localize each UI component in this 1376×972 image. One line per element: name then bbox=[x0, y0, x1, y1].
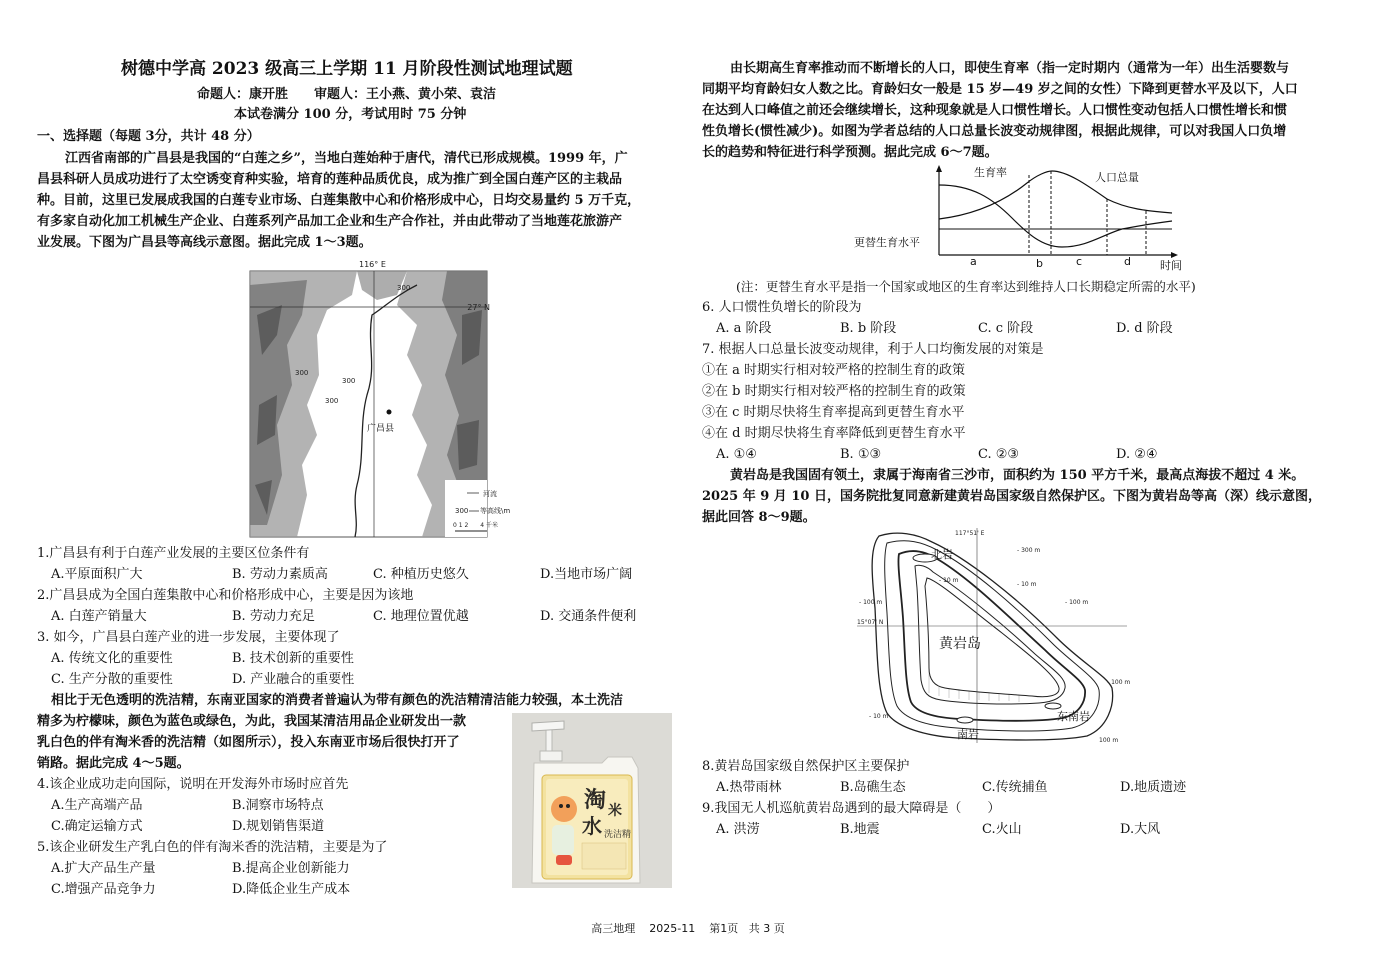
q1-option[interactable]: D.当地市场广阔 bbox=[540, 567, 633, 582]
depth-label: - 10 m bbox=[869, 713, 889, 720]
q9-option[interactable]: A. 洪涝 bbox=[716, 822, 760, 837]
contour-label: 300 bbox=[295, 369, 309, 377]
q4-option[interactable]: B.洞察市场特点 bbox=[232, 798, 324, 813]
detergent-bottle-svg bbox=[512, 713, 672, 888]
q4-stem: 4.该企业成功走向国际，说明在开发海外市场时应首先 bbox=[37, 777, 349, 792]
product-text: 水 bbox=[582, 814, 602, 838]
island-name: 黄岩岛 bbox=[939, 636, 981, 652]
passage3-line: 长的趋势和特征进行科学预测。据此完成 6～7题。 bbox=[702, 145, 998, 160]
page-footer bbox=[0, 920, 1376, 936]
stage-label: a bbox=[970, 255, 977, 268]
passage2-line: 精多为柠檬味，颜色为蓝色或绿色，为此，我国某清洁用品企业研发出一款 bbox=[37, 714, 467, 729]
q7-option[interactable]: C. ②③ bbox=[978, 447, 1020, 462]
depth-label: - 100 m bbox=[859, 599, 883, 606]
contour-map-svg bbox=[247, 255, 511, 541]
q3-option[interactable]: A. 传统文化的重要性 bbox=[51, 651, 173, 666]
north-rock-label: 北岩 bbox=[931, 548, 953, 561]
island-map-svg bbox=[857, 528, 1137, 748]
population-label: 人口总量 bbox=[1095, 171, 1139, 184]
q7-stem: 7. 根据人口总量长波变动规律，利于人口均衡发展的对策是 bbox=[702, 342, 1044, 357]
q7-item: ④在 d 时期尽快将生育率降低到更替生育水平 bbox=[702, 426, 966, 441]
passage3-line: 由长期高生育率推动而不断增长的人口，即使生育率（指一定时期内（通常为一年）出生活婴数与 bbox=[730, 61, 1290, 76]
passage4-line: 2025 年 9 月 10 日，国务院批复同意新建黄岩岛国家级自然保护区。下图为黄岩岛等高（深）线示意图， bbox=[702, 489, 1321, 504]
passage2-line: 相比于无色透明的洗洁精，东南亚国家的消费者普遍认为带有颜色的洗洁精清洁能力较强，本土洗洁 bbox=[51, 693, 624, 708]
passage1-line: 昌县科研人员成功进行了太空诱变育种实验，培育的莲种品质优良，成为推广到全国白莲产区的主栽品 bbox=[37, 172, 623, 187]
fertility-curve bbox=[939, 185, 1172, 247]
q6-option[interactable]: D. d 阶段 bbox=[1116, 321, 1173, 336]
lon-label: 116° E bbox=[359, 260, 386, 269]
depth-label: - 100 m bbox=[1107, 679, 1131, 686]
depth-label: - 100 m bbox=[1065, 599, 1089, 606]
q9-option[interactable]: D.大风 bbox=[1120, 822, 1161, 837]
q6-option[interactable]: C. c 阶段 bbox=[978, 321, 1034, 336]
island-lon-label: 117°51' E bbox=[955, 530, 985, 537]
footer-date: 2025-11 bbox=[649, 922, 696, 935]
stage-label: b bbox=[1036, 257, 1043, 270]
product-text: 淘 bbox=[584, 788, 607, 813]
q7-item: ①在 a 时期实行相对较严格的控制生育的政策 bbox=[702, 363, 966, 378]
q8-option[interactable]: D.地质遗迹 bbox=[1120, 780, 1187, 795]
depth-label: - 10 m bbox=[939, 577, 959, 584]
legend-contour: 等高线\m bbox=[480, 507, 511, 515]
page-title: 树德中学高 2023 级高三上学期 11 月阶段性测试地理试题 bbox=[121, 59, 573, 79]
passage1-line: 业发展。下图为广昌县等高线示意图。据此完成 1～3题。 bbox=[37, 235, 372, 250]
scale-label: 0 1 2 4 千米 bbox=[453, 522, 498, 529]
passage1-line: 有多家自动化加工机械生产企业、白莲系列产品加工企业和生产合作社，并由此带动了当地莲花旅游产 bbox=[37, 214, 623, 229]
q5-stem: 5.该企业研发生产乳白色的伴有淘米香的洗洁精，主要是为了 bbox=[37, 840, 388, 855]
q1-option[interactable]: B. 劳动力素质高 bbox=[232, 567, 328, 582]
q5-option[interactable]: A.扩大产品生产量 bbox=[51, 861, 156, 876]
county-seat-dot bbox=[387, 410, 392, 415]
q5-option[interactable]: B.提高企业创新能力 bbox=[232, 861, 350, 876]
q9-option[interactable]: C.火山 bbox=[982, 822, 1022, 837]
footer-page: 第1页 bbox=[709, 922, 739, 935]
q4-option[interactable]: C.确定运输方式 bbox=[51, 819, 143, 834]
q8-option[interactable]: A.热带雨林 bbox=[716, 780, 782, 795]
passage4-line: 据此回答 8～9题。 bbox=[702, 510, 816, 525]
population-graph-svg bbox=[842, 163, 1202, 273]
footer-subject: 高三地理 bbox=[591, 922, 636, 935]
passage2-line: 乳白色的伴有淘米香的洗洁精（如图所示），投入东南亚市场后很快打开了 bbox=[37, 735, 460, 750]
passage1-line: 种。目前，这里已发展成我国的白莲专业市场、白莲集散中心和价格形成中心，日均交易量约 5 万千克， bbox=[37, 193, 641, 208]
lat-label: 27° N bbox=[467, 303, 490, 312]
stage-label: d bbox=[1124, 255, 1131, 268]
replacement-label: 更替生育水平 bbox=[854, 236, 920, 249]
depth-label: - 10 m bbox=[1017, 581, 1037, 588]
island-lat-label: 15°07' N bbox=[857, 619, 884, 626]
q3-option[interactable]: B. 技术创新的重要性 bbox=[232, 651, 354, 666]
exam-info: 本试卷满分 100 分，考试用时 75 分钟 bbox=[234, 107, 467, 122]
stage-label: c bbox=[1076, 255, 1083, 268]
south-rock-label: 南岩 bbox=[957, 728, 979, 741]
q3-option[interactable]: D. 产业融合的重要性 bbox=[232, 672, 355, 687]
q2-option[interactable]: C. 地理位置优越 bbox=[373, 609, 469, 624]
q7-option[interactable]: D. ②④ bbox=[1116, 447, 1158, 462]
product-subtext: 洗洁精 bbox=[604, 830, 632, 840]
q8-option[interactable]: B.岛礁生态 bbox=[840, 780, 906, 795]
q6-option[interactable]: B. b 阶段 bbox=[840, 321, 897, 336]
q7-option[interactable]: A. ①④ bbox=[716, 447, 757, 462]
depth-label: 100 m bbox=[1099, 737, 1119, 744]
q3-stem: 3. 如今，广昌县白莲产业的进一步发展，主要体现了 bbox=[37, 630, 340, 645]
q8-option[interactable]: C.传统捕鱼 bbox=[982, 780, 1048, 795]
q3-option[interactable]: C. 生产分散的重要性 bbox=[51, 672, 173, 687]
contour-label: 300 bbox=[342, 377, 356, 385]
q8-stem: 8.黄岩岛国家级自然保护区主要保护 bbox=[702, 759, 910, 774]
graph-note: (注：更替生育水平是指一个国家或地区的生育率达到维持人口长期稳定所需的水平) bbox=[736, 279, 1196, 294]
q6-option[interactable]: A. a 阶段 bbox=[716, 321, 772, 336]
authors-line: 命题人：康开胜 审题人：王小燕、黄小荣、袁洁 bbox=[197, 87, 497, 102]
q6-stem: 6. 人口惯性负增长的阶段为 bbox=[702, 300, 862, 315]
q7-item: ③在 c 时期尽快将生育率提高到更替生育水平 bbox=[702, 405, 965, 420]
q5-option[interactable]: D.降低企业生产成本 bbox=[232, 882, 351, 897]
passage3-line: 性负增长(惯性减少)。如图为学者总结的人口总量长波变动规律图，根据此规律，可以对我国人口负增 bbox=[702, 124, 1287, 139]
q7-option[interactable]: B. ①③ bbox=[840, 447, 882, 462]
q1-stem: 1.广昌县有利于白莲产业发展的主要区位条件有 bbox=[37, 546, 310, 561]
q9-stem: 9.我国无人机巡航黄岩岛遇到的最大障碍是（ ） bbox=[702, 801, 1001, 816]
q4-option[interactable]: D.规划销售渠道 bbox=[232, 819, 325, 834]
population-wave-graph bbox=[842, 163, 1202, 277]
q2-option[interactable]: B. 劳动力充足 bbox=[232, 609, 315, 624]
q5-option[interactable]: C.增强产品竞争力 bbox=[51, 882, 156, 897]
time-label: 时间 bbox=[1160, 259, 1182, 272]
legend-contour-number: 300 bbox=[455, 507, 469, 515]
q9-option[interactable]: B.地震 bbox=[840, 822, 880, 837]
footer-total: 共 3 页 bbox=[748, 922, 785, 935]
legend-river: 河流 bbox=[483, 490, 497, 498]
contour-label: 300 bbox=[397, 284, 411, 292]
county-label: 广昌县 bbox=[367, 424, 395, 434]
q2-stem: 2.广昌县成为全国白莲集散中心和价格形成中心，主要是因为该地 bbox=[37, 588, 414, 603]
product-text: 米 bbox=[608, 803, 622, 819]
q7-item: ②在 b 时期实行相对较严格的控制生育的政策 bbox=[702, 384, 966, 399]
section-heading: 一、选择题（每题 3分，共计 48 分） bbox=[37, 129, 260, 144]
passage3-line: 同期平均育龄妇女人数之比。育龄妇女一般是 15 岁—49 岁之间的女性）下降到更替水平及以下，人口 bbox=[702, 82, 1298, 97]
passage2-line: 销路。据此完成 4～5题。 bbox=[37, 756, 190, 771]
southeast-rock-label: 东南岩 bbox=[1057, 710, 1090, 723]
passage1-line: 江西省南部的广昌县是我国的“白莲之乡”，当地白莲始种于唐代，清代已形成规模。1999 年，广 bbox=[65, 151, 628, 166]
product-photo bbox=[512, 713, 672, 892]
huangyan-island-map bbox=[857, 528, 1137, 752]
passage4-line: 黄岩岛是我国固有领土，隶属于海南省三沙市，面积约为 150 平方千米，最高点海拔不超过 4 米。 bbox=[730, 468, 1305, 483]
q4-option[interactable]: A.生产高端产品 bbox=[51, 798, 143, 813]
passage3-line: 在达到人口峰值之前还会继续增长，这种现象就是人口惯性增长。人口惯性变动包括人口惯性增长和惯 bbox=[702, 103, 1288, 118]
q1-option[interactable]: C. 种植历史悠久 bbox=[373, 567, 469, 582]
q2-option[interactable]: A. 白莲产销量大 bbox=[51, 609, 147, 624]
depth-label: - 300 m bbox=[1017, 547, 1041, 554]
contour-label: 300 bbox=[325, 397, 339, 405]
q1-option[interactable]: A.平原面积广大 bbox=[51, 567, 143, 582]
fertility-label: 生育率 bbox=[974, 166, 1007, 179]
guangchang-contour-map bbox=[247, 255, 511, 545]
q2-option[interactable]: D. 交通条件便利 bbox=[540, 609, 637, 624]
